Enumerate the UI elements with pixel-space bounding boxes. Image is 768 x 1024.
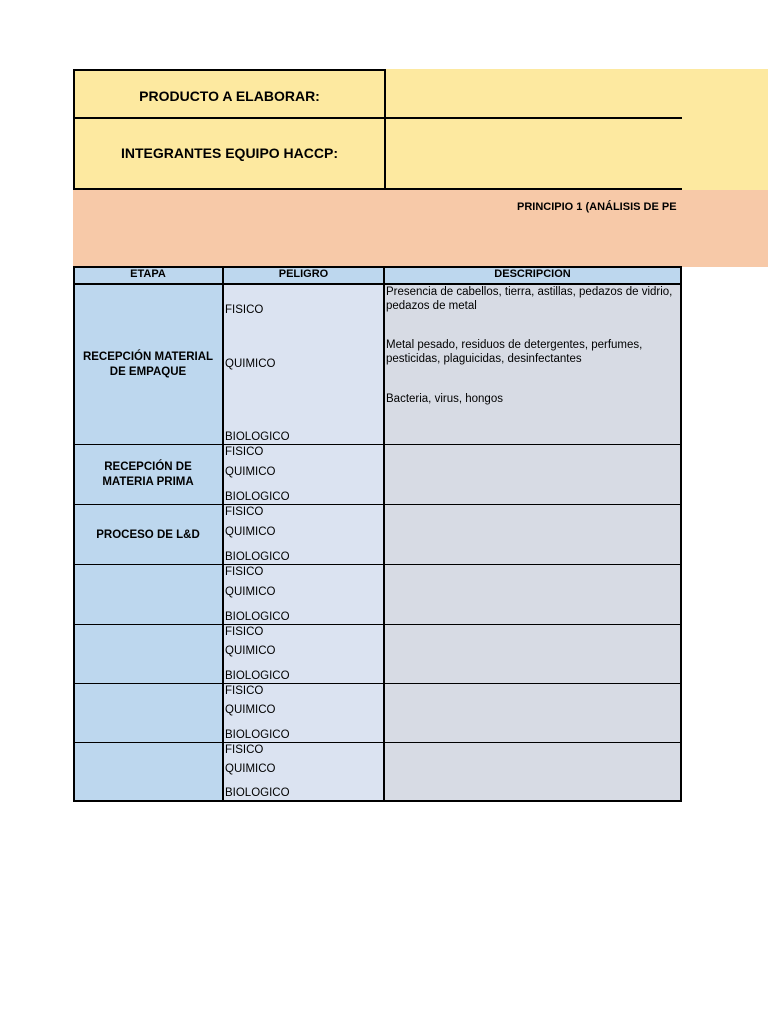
producto-label: PRODUCTO A ELABORAR: [139,88,320,104]
hazard-description[interactable]: Bacteria, virus, hongos [384,391,681,445]
stage-cell [73,743,223,801]
col-header-peligro: PELIGRO [223,267,384,284]
stage-cell: PROCESO DE L&D [73,505,223,565]
hazard-type: QUIMICO [223,525,384,545]
hazard-type: BIOLOGICO [223,391,384,445]
hazard-description[interactable] [384,625,681,644]
hazard-description[interactable] [384,585,681,605]
col-header-descripcion: DESCRIPCION [384,267,681,284]
hazard-description[interactable] [384,485,681,505]
hazard-type: FISICO [223,445,384,465]
hazard-type: FISICO [223,625,384,644]
hazard-description[interactable] [384,545,681,565]
stage-cell [73,565,223,625]
stage-cell [73,625,223,684]
hazard-description[interactable]: Metal pesado, residuos de detergentes, perfumes, pesticidas, plaguicidas, desinfectantes [384,337,681,391]
hazard-description[interactable] [384,781,681,801]
hazard-description[interactable] [384,445,681,465]
hazard-type: BIOLOGICO [223,485,384,505]
equipo-field[interactable] [386,119,681,188]
hazard-type: BIOLOGICO [223,605,384,625]
hazard-type: FISICO [223,565,384,585]
equipo-label: INTEGRANTES EQUIPO HACCP: [120,144,338,161]
hazard-description[interactable] [384,762,681,781]
hazard-description[interactable] [384,743,681,762]
hazard-type: QUIMICO [223,337,384,391]
hazard-description[interactable] [384,605,681,625]
hazard-description[interactable] [384,722,681,743]
hazard-description[interactable] [384,644,681,663]
hazard-description[interactable] [384,703,681,722]
hazard-description[interactable] [384,663,681,684]
hazard-type: QUIMICO [223,465,384,485]
producto-field[interactable] [386,71,681,117]
stage-cell: RECEPCIÓN DE MATERIA PRIMA [73,445,223,505]
hazard-type: BIOLOGICO [223,722,384,743]
hazard-type: FISICO [223,684,384,703]
hazard-type: BIOLOGICO [223,781,384,801]
hazard-type: FISICO [223,505,384,525]
hazard-type: BIOLOGICO [223,663,384,684]
hazard-type: QUIMICO [223,703,384,722]
hazard-type: QUIMICO [223,644,384,663]
hazard-type: QUIMICO [223,762,384,781]
hazard-description[interactable] [384,525,681,545]
hazard-type: QUIMICO [223,585,384,605]
principio-title: PRINCIPIO 1 (ANÁLISIS DE PE [517,201,677,213]
hazard-type: FISICO [223,743,384,762]
hazard-type: FISICO [223,284,384,337]
hazard-description[interactable] [384,565,681,585]
col-header-etapa: ETAPA [73,267,223,284]
stage-cell [73,684,223,743]
hazard-description[interactable]: Presencia de cabellos, tierra, astillas, pedazos de vidrio, pedazos de metal [384,284,681,337]
hazard-type: BIOLOGICO [223,545,384,565]
hazard-description[interactable] [384,684,681,703]
hazard-description[interactable] [384,465,681,485]
hazard-description[interactable] [384,505,681,525]
stage-cell: RECEPCIÓN MATERIAL DE EMPAQUE [73,284,223,445]
